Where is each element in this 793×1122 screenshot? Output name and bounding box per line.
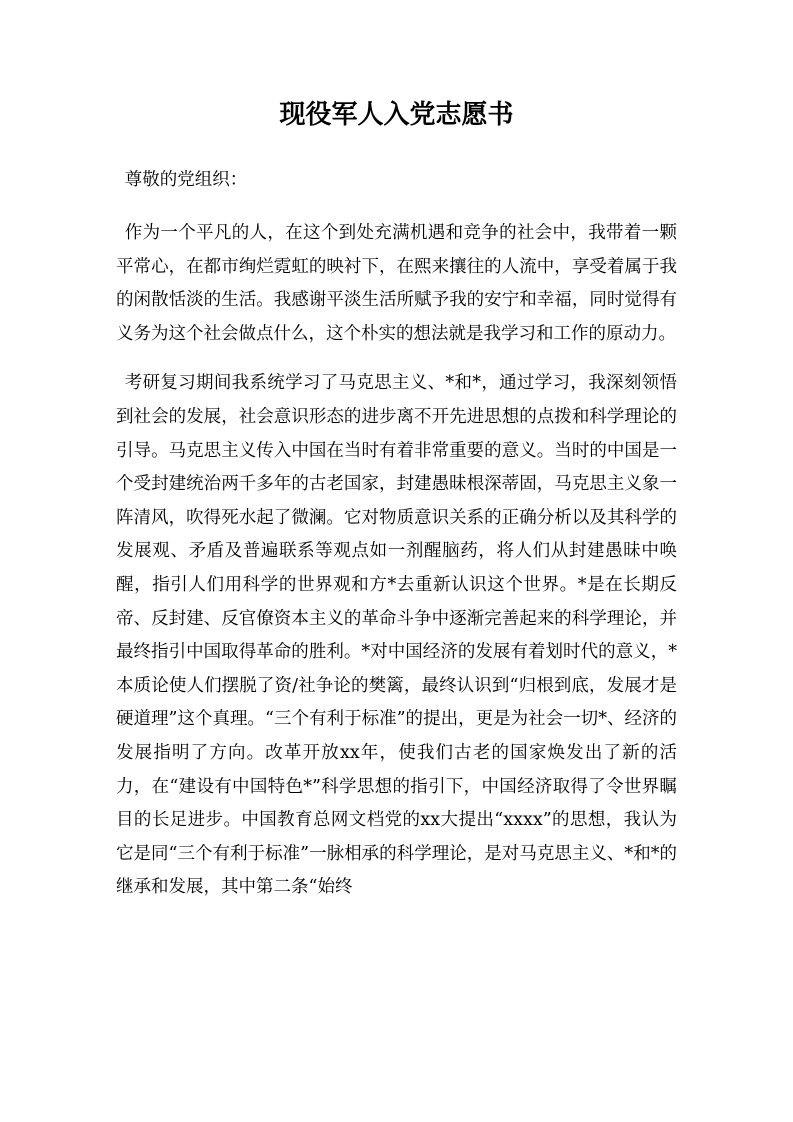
paragraph-2: 考研复习期间我系统学习了马克思主义、*和*，通过学习，我深刻领悟到社会的发展，社会意识形态的进步离不开先进思想的点拨和科学理论的引导。马克思主义传入中国在当时有着非常重要的意义。当时的中国是一个受封建统治两千多年的古老国家，封建愚昧根深蒂固，马克思主义象一阵清风，吹得死水起了微澜。它对物质意识关系的正确分析以及其科学的发展观、矛盾及普遍联系等观点如一剂醒脑药，将人们从封建愚昧中唤醒，指引人们用科学的世界观和方*去重新认识这个世界。*是在长期反帝、反封建、反官僚资本主义的革命斗争中逐渐完善起来的科学理论，并最终指引中国取得革命的胜利。*对中国经济的发展有着划时代的意义，*本质论使人们摆脱了资/社争论的樊篱，最终认识到“归根到底，发展才是硬道理”这个真理。“三个有利于标准”的提出，更是为社会一切*、经济的发展指明了方向。改革开放xx年，使我们古老的国家焕发出了新的活力，在“建设有中国特色*”科学思想的指引下，中国经济取得了令世界瞩目的长足进步。中国教育总网文档党的xx大提出“xxxx”的思想，我认为它是同“三个有利于标准”一脉相承的科学理论，是对马克思主义、*和*的继承和发展，其中第二条“始终 [116, 373, 677, 898]
paragraph-1: 作为一个平凡的人，在这个到处充满机遇和竞争的社会中，我带着一颗平常心，在都市绚烂霓虹的映衬下，在熙来攘往的人流中，享受着属于我的闲散恬淡的生活。我感谢平淡生活所赋予我的安宁和幸福，同时觉得有义务为这个社会做点什么，这个朴实的想法就是我学习和工作的原动力。 [116, 223, 677, 344]
document-title: 现役军人入党志愿书 [279, 100, 514, 130]
salutation: 尊敬的党组织： [124, 170, 248, 190]
